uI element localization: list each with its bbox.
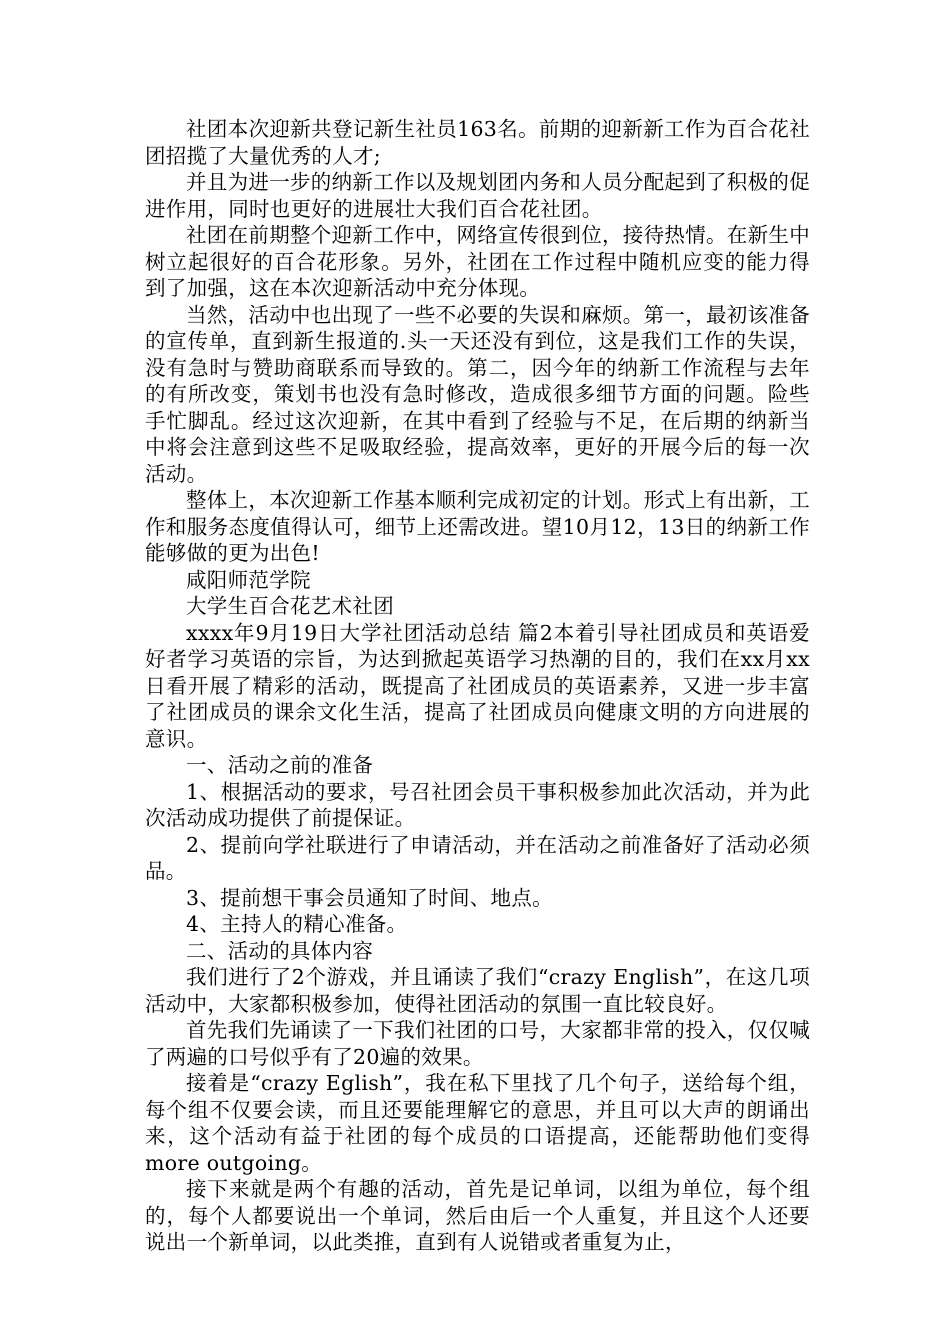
paragraph-15: 我们进行了2个游戏，并且诵读了我们“crazy English”，在这几项活动中，大家都积极参加，使得社团活动的氛围一直比较良好。 xyxy=(145,965,810,1016)
document-page xyxy=(145,116,810,1256)
list-item-1: 1、根据活动的要求，号召社团会员干事积极参加此次活动，并为此次活动成功提供了前提保证。 xyxy=(145,779,810,830)
list-item-3: 3、提前想干事会员通知了时间、地点。 xyxy=(186,885,553,910)
paragraph-8: xxxx年9月19日大学社团活动总结 篇2本着引导社团成员和英语爱好者学习英语的宗旨，为达到掀起英语学习热潮的目的，我们在xx月xx日看开展了精彩的活动，既提高了社团成员的英语素养，又进一步丰富了社团成员的课余文化生活，提高了社团成员向健康文明的方向进展的意识。 xyxy=(145,620,810,751)
paragraph-3: 社团在前期整个迎新工作中，网络宣传很到位，接待热情。在新生中树立起很好的百合花形象。另外，社团在工作过程中随机应变的能力得到了加强，这在本次迎新活动中充分体现。 xyxy=(145,223,810,300)
paragraph-4: 当然，活动中也出现了一些不必要的失误和麻烦。第一，最初该准备的宣传单，直到新生报道的.头一天还没有到位，这是我们工作的失误，没有急时与赞助商联系而导致的。第二，因今年的纳新工作流程与去年的有所改变，策划书也没有急时修改，造成很多细节方面的问题。险些手忙脚乱。经过这次迎新，在其中看到了经验与不足，在后期的纳新当中将会注意到这些不足吸取经验，提高效率，更好的开展今后的每一次活动。 xyxy=(145,302,810,486)
school-name: 咸阳师范学院 xyxy=(186,567,311,592)
paragraph-2: 并且为进一步的纳新工作以及规划团内务和人员分配起到了积极的促进作用，同时也更好的进展壮大我们百合花社团。 xyxy=(145,170,810,221)
paragraph-17: 接着是“crazy Eglish”，我在私下里找了几个句子，送给每个组，每个组不仅要会读，而且还要能理解它的意思，并且可以大声的朗诵出来，这个活动有益于社团的每个成员的口语提高，还能帮助他们变得more outgoing。 xyxy=(145,1071,810,1175)
list-item-4: 4、主持人的精心准备。 xyxy=(186,912,408,936)
list-item-2: 2、提前向学社联进行了申请活动，并在活动之前准备好了活动必须品。 xyxy=(145,832,810,883)
paragraph-5: 整体上，本次迎新工作基本顺利完成初定的计划。形式上有出新，工作和服务态度值得认可，细节上还需改进。望10月12，13日的纳新工作能够做的更为出色! xyxy=(145,488,810,565)
paragraph-1: 社团本次迎新共登记新生社员163名。前期的迎新新工作为百合花社团招揽了大量优秀的人才; xyxy=(145,117,810,168)
section-heading-1: 一、活动之前的准备 xyxy=(186,753,374,777)
section-heading-2: 二、活动的具体内容 xyxy=(186,938,374,963)
club-name: 大学生百合花艺术社团 xyxy=(186,594,394,618)
paragraph-18: 接下来就是两个有趣的活动，首先是记单词，以组为单位，每个组的，每个人都要说出一个单词，然后由后一个人重复，并且这个人还要说出一个新单词，以此类推，直到有人说错或者重复为止， xyxy=(145,1177,810,1254)
paragraph-16: 首先我们先诵读了一下我们社团的口号，大家都非常的投入，仅仅喊了两遍的口号似乎有了20遍的效果。 xyxy=(145,1018,810,1069)
